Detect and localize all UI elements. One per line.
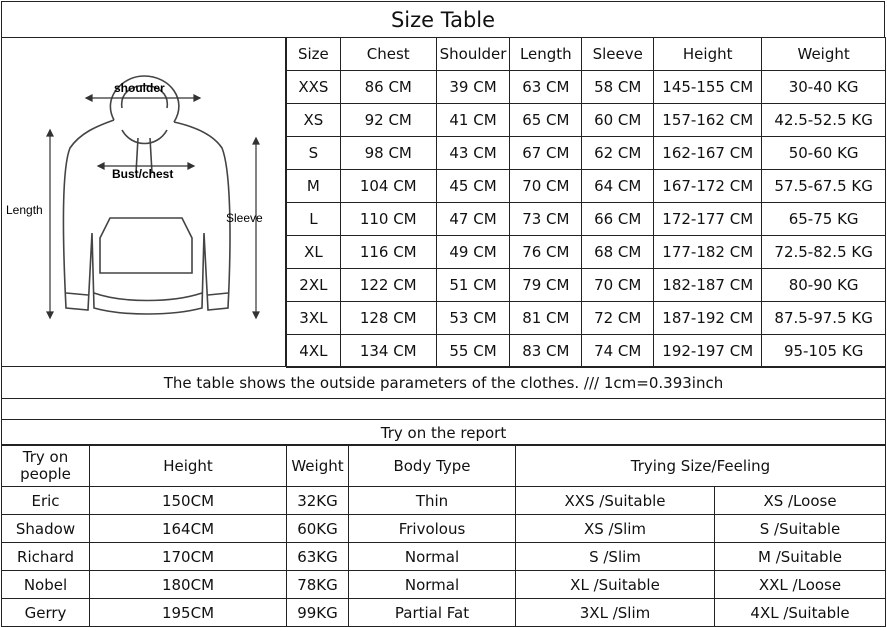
- cell-chest: 116 CM: [340, 236, 436, 269]
- cell-weight: 30-40 KG: [762, 71, 886, 104]
- cell-height: 177-182 CM: [654, 236, 762, 269]
- cell-height: 182-187 CM: [654, 269, 762, 302]
- cell-size-feeling-1: S /Slim: [516, 543, 715, 571]
- cell-weight: 87.5-97.5 KG: [762, 302, 886, 335]
- measurement-note: The table shows the outside parameters of the clothes. /// 1cm=0.393inch: [1, 366, 886, 399]
- table-row: [287, 104, 886, 137]
- cell-chest: 128 CM: [340, 302, 436, 335]
- cell-weight: 95-105 KG: [762, 335, 886, 368]
- cell-height: 172-177 CM: [654, 203, 762, 236]
- cell-shoulder: 51 CM: [436, 269, 510, 302]
- cell-chest: 98 CM: [340, 137, 436, 170]
- cell-person: Shadow: [2, 515, 90, 543]
- cell-weight: 72.5-82.5 KG: [762, 236, 886, 269]
- col-header: Length: [510, 38, 582, 71]
- cell-chest: 92 CM: [340, 104, 436, 137]
- col-header: Body Type: [349, 446, 516, 487]
- col-header: Chest: [340, 38, 436, 71]
- cell-length: 83 CM: [510, 335, 582, 368]
- cell-size: 2XL: [287, 269, 341, 302]
- cell-shoulder: 47 CM: [436, 203, 510, 236]
- col-header: Weight: [762, 38, 886, 71]
- cell-weight: 78KG: [287, 571, 349, 599]
- cell-size-feeling-1: XXS /Suitable: [516, 487, 715, 515]
- table-row: [287, 269, 886, 302]
- table-row: [2, 599, 886, 627]
- cell-sleeve: 72 CM: [582, 302, 654, 335]
- table-row: [287, 71, 886, 104]
- cell-sleeve: 66 CM: [582, 203, 654, 236]
- cell-weight: 42.5-52.5 KG: [762, 104, 886, 137]
- cell-shoulder: 43 CM: [436, 137, 510, 170]
- hoodie-icon: [2, 38, 285, 366]
- cell-chest: 122 CM: [340, 269, 436, 302]
- col-header: Weight: [287, 446, 349, 487]
- cell-weight: 63KG: [287, 543, 349, 571]
- cell-weight: 50-60 KG: [762, 137, 886, 170]
- cell-size: 3XL: [287, 302, 341, 335]
- cell-size-feeling-2: M /Suitable: [715, 543, 886, 571]
- try-on-report-table: [1, 445, 886, 627]
- table-row: [287, 137, 886, 170]
- cell-person: Richard: [2, 543, 90, 571]
- cell-chest: 86 CM: [340, 71, 436, 104]
- cell-sleeve: 62 CM: [582, 137, 654, 170]
- cell-size-feeling-2: 4XL /Suitable: [715, 599, 886, 627]
- table-row: [2, 543, 886, 571]
- col-header: Height: [90, 446, 287, 487]
- cell-body-type: Normal: [349, 543, 516, 571]
- cell-weight: 32KG: [287, 487, 349, 515]
- cell-weight: 65-75 KG: [762, 203, 886, 236]
- cell-height: 192-197 CM: [654, 335, 762, 368]
- col-header: Height: [654, 38, 762, 71]
- cell-shoulder: 49 CM: [436, 236, 510, 269]
- cell-length: 70 CM: [510, 170, 582, 203]
- cell-sleeve: 70 CM: [582, 269, 654, 302]
- cell-sleeve: 60 CM: [582, 104, 654, 137]
- table-row: [287, 236, 886, 269]
- table-row: [2, 515, 886, 543]
- cell-length: 67 CM: [510, 137, 582, 170]
- cell-length: 63 CM: [510, 71, 582, 104]
- cell-size: XS: [287, 104, 341, 137]
- hoodie-illustration: [1, 37, 286, 367]
- bust-label: Bust/chest: [112, 167, 174, 181]
- cell-size-feeling-2: XXL /Loose: [715, 571, 886, 599]
- cell-size: 4XL: [287, 335, 341, 368]
- cell-sleeve: 58 CM: [582, 71, 654, 104]
- cell-size-feeling-2: S /Suitable: [715, 515, 886, 543]
- cell-chest: 134 CM: [340, 335, 436, 368]
- cell-size: S: [287, 137, 341, 170]
- cell-length: 73 CM: [510, 203, 582, 236]
- cell-length: 79 CM: [510, 269, 582, 302]
- table-row: [287, 335, 886, 368]
- cell-height: 195CM: [90, 599, 287, 627]
- cell-height: 180CM: [90, 571, 287, 599]
- cell-size-feeling-1: XS /Slim: [516, 515, 715, 543]
- cell-person: Eric: [2, 487, 90, 515]
- cell-shoulder: 41 CM: [436, 104, 510, 137]
- cell-weight: 60KG: [287, 515, 349, 543]
- table-row: [287, 302, 886, 335]
- cell-height: 164CM: [90, 515, 287, 543]
- cell-height: 162-167 CM: [654, 137, 762, 170]
- cell-person: Nobel: [2, 571, 90, 599]
- table-row: [2, 571, 886, 599]
- table-header-row: [2, 446, 886, 487]
- cell-size-feeling-1: XL /Suitable: [516, 571, 715, 599]
- cell-chest: 110 CM: [340, 203, 436, 236]
- cell-sleeve: 74 CM: [582, 335, 654, 368]
- col-header: Sleeve: [582, 38, 654, 71]
- cell-size-feeling-2: XS /Loose: [715, 487, 886, 515]
- cell-chest: 104 CM: [340, 170, 436, 203]
- cell-height: 170CM: [90, 543, 287, 571]
- table-row: [2, 487, 886, 515]
- report-title: Try on the report: [1, 419, 886, 445]
- col-header: Try on people: [2, 446, 90, 487]
- cell-size: XXS: [287, 71, 341, 104]
- cell-size: XL: [287, 236, 341, 269]
- size-table: [286, 37, 886, 368]
- cell-height: 187-192 CM: [654, 302, 762, 335]
- sleeve-label: Sleeve: [226, 211, 263, 225]
- table-row: [287, 203, 886, 236]
- cell-length: 65 CM: [510, 104, 582, 137]
- col-header: Size: [287, 38, 341, 71]
- col-header: Trying Size/Feeling: [516, 446, 886, 487]
- cell-size-feeling-1: 3XL /Slim: [516, 599, 715, 627]
- cell-shoulder: 53 CM: [436, 302, 510, 335]
- cell-height: 150CM: [90, 487, 287, 515]
- col-header: Shoulder: [436, 38, 510, 71]
- cell-weight: 57.5-67.5 KG: [762, 170, 886, 203]
- cell-shoulder: 55 CM: [436, 335, 510, 368]
- cell-sleeve: 64 CM: [582, 170, 654, 203]
- cell-body-type: Normal: [349, 571, 516, 599]
- cell-weight: 80-90 KG: [762, 269, 886, 302]
- cell-height: 167-172 CM: [654, 170, 762, 203]
- cell-height: 157-162 CM: [654, 104, 762, 137]
- cell-size: M: [287, 170, 341, 203]
- cell-sleeve: 68 CM: [582, 236, 654, 269]
- table-row: [287, 170, 886, 203]
- page-title: Size Table: [1, 1, 885, 38]
- cell-length: 81 CM: [510, 302, 582, 335]
- cell-weight: 99KG: [287, 599, 349, 627]
- cell-height: 145-155 CM: [654, 71, 762, 104]
- cell-body-type: Partial Fat: [349, 599, 516, 627]
- cell-body-type: Frivolous: [349, 515, 516, 543]
- cell-person: Gerry: [2, 599, 90, 627]
- cell-body-type: Thin: [349, 487, 516, 515]
- table-header-row: [287, 38, 886, 71]
- cell-length: 76 CM: [510, 236, 582, 269]
- spacer-row: [1, 398, 886, 420]
- cell-size: L: [287, 203, 341, 236]
- cell-shoulder: 39 CM: [436, 71, 510, 104]
- length-label: Length: [6, 203, 43, 217]
- shoulder-label: shoulder: [114, 81, 165, 95]
- cell-shoulder: 45 CM: [436, 170, 510, 203]
